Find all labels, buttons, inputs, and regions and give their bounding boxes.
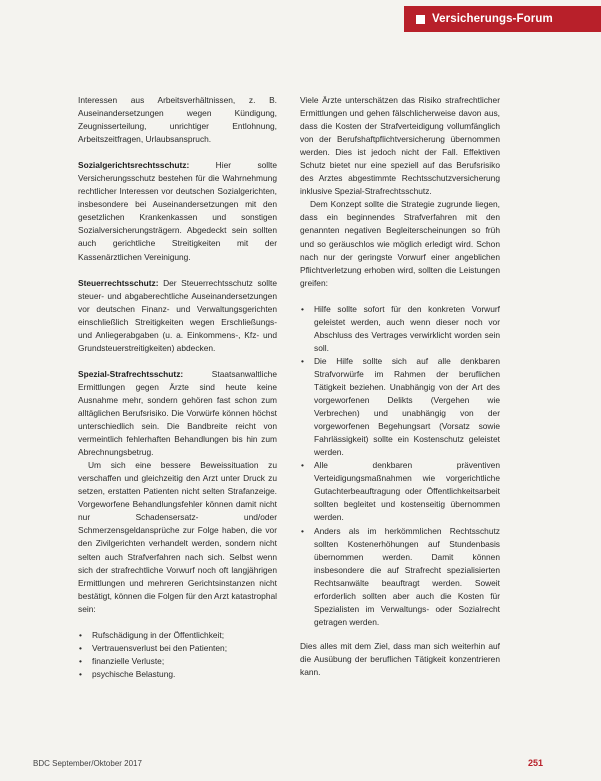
list-item-text: Vertrauensverlust bei den Patienten;: [92, 642, 228, 653]
list-item-text: Hilfe sollte sofort für den konkreten Vorwurf geleistet werden, auch wenn dieser noch vor Abschluss des Vertrages verwirklicht worden sein soll.: [314, 303, 500, 353]
list-item-text: psychische Belastung.: [92, 668, 176, 679]
bullet-icon: •: [301, 355, 304, 366]
list-item: [78, 655, 277, 668]
paragraph: [78, 159, 277, 263]
section-header: [404, 6, 601, 32]
left-column: [78, 94, 277, 692]
bullet-icon: •: [79, 642, 82, 653]
bullet-icon: •: [301, 525, 304, 536]
list-item-text: Alle denkbaren präventiven Verteidigungsmaßnahmen wie vorgerichtliche Gutachterbeauftragung oder Öffentlichkeitsarbeit sollten begleitet und kostenseitig übernommen werden.: [314, 460, 500, 523]
paragraph-heading: Sozialgerichtsrechtsschutz:: [78, 160, 190, 171]
paragraph-body: Staatsanwaltliche Ermittlungen gegen Ärzte sind heute keine Ausnahme mehr, sondern gehören fast schon zum alltäglichen Berufsrisiko. Die Vorwürfe können höchst unterschiedlich sein. Die Bandbreite reicht von vermeintlich fehlerhaften Behandlungen bis hin zum Abrechnungsbetrug.: [78, 368, 277, 458]
bullet-icon: •: [301, 460, 304, 471]
paragraph: [78, 368, 277, 459]
paragraph-body: Der Steuerrechtsschutz sollte steuer- und abgaberechtliche Auseinandersetzungen vor deutschen Finanz- und Verwaltungsgerichten einschließlich Streitigkeiten wegen Erschließungs- und Anliegerabgaben (u. a. Einkommens-, Kfz- und Grundsteuerstreitigkeiten) abdecken.: [78, 277, 277, 353]
bullet-icon: •: [79, 655, 82, 666]
bullet-icon: •: [301, 303, 304, 314]
list-item-text: finanzielle Verluste;: [92, 655, 165, 666]
paragraph: [78, 277, 277, 355]
right-column: [300, 94, 500, 692]
paragraph: Dem Konzept sollte die Strategie zugrunde liegen, dass ein beginnendes Strafverfahren mit den genannten negativen Begleiterscheinungen so früh und so geräuschlos wie möglich erledigt wird. Schon nach nur der geringste Vorwurf einer angeblichen Pflichtverletzung erhoben wird, sollten die Leistungen greifen:: [300, 199, 500, 288]
paragraph: Viele Ärzte unterschätzen das Risiko strafrechtlicher Ermittlungen und gehen fälschlicherweise davon aus, dass die Kosten der Strafverteidigung vollumfänglich von der Berufshaftpflichtversicherung übernommen werden. Dies ist jedoch nicht der Fall. Effektiven Schutz bietet nur eine speziell auf das Berufsrisiko des Arztes abgestimmte Rechtsschutzversicherung inklusive Spezial-Strafrechtsschutz.: [300, 95, 500, 197]
list-item: [78, 629, 277, 642]
paragraph: Um sich eine bessere Beweissituation zu verschaffen und gleichzeitig den Arzt unter Druck zu setzen, erstatten Patienten nicht selten Strafanzeige. Vorgeworfene Behandlungsfehler können damit nicht nur Schadensersatz- und/oder Schmerzensgeldansprüche zur Folge haben, die vor den Zivilgerichten verhandelt werden, sondern nicht selten auch Strafverfahren nach sich. Selbst wenn sich der strafrechtliche Vorwurf noch oft langjährigen Ermittlungen und mehreren Gerichtsinstanzen nicht bestätigt, können die Folgen für den Arzt katastrophal sein:: [78, 460, 277, 614]
list-item-text: Die Hilfe sollte sich auf alle denkbaren Strafvorwürfe im Rahmen der beruflichen Tätigkeit beziehen. Unabhängig von der Art des vorgeworfenen Delikts (Vergehen wie Verbrechen) und unabhängig von der vorgeworfenen Begehungsart (Vorsatz sowie Fahrlässigkeit) sollte ein Kostenschutz geleistet werden.: [314, 355, 500, 458]
list-item: [300, 303, 500, 355]
journal-footer: BDC September/Oktober 2017: [33, 759, 142, 768]
paragraph: Interessen aus Arbeitsverhältnissen, z. B. Auseinandersetzungen wegen Kündigung, Zeugnisserteilung, unrichtiger Entlohnung, Arbeitszeitfragen, Urlaubsanspruch.: [78, 95, 277, 145]
paragraph-body: Hier sollte Versicherungsschutz bestehen für die Wahrnehmung rechtlicher Interessen vor deutschen Sozialgerichten, insbesondere bei Auseinandersetzungen mit den gesetzlichen Krankenkassen und sonstigen Sozialversicherungsträgern. Abgedeckt sein sollten auch gerichtliche Streitigkeiten mit der Kassenärztlichen Vereinigung.: [78, 160, 277, 262]
bullet-list: [78, 629, 277, 681]
paragraph-heading: Steuerrechtsschutz:: [78, 277, 159, 288]
closing-paragraph: Dies alles mit dem Ziel, dass man sich weiterhin auf die Ausübung der beruflichen Tätigkeit konzentrieren kann.: [300, 640, 500, 677]
page-number: 251: [528, 758, 544, 768]
list-item: [300, 525, 500, 629]
section-title: Versicherungs-Forum: [432, 13, 553, 25]
bullet-icon: •: [79, 629, 82, 640]
list-item-text: Rufschädigung in der Öffentlichkeit;: [92, 629, 225, 640]
bullet-icon: •: [79, 668, 82, 679]
list-item: [300, 355, 500, 459]
list-item: [300, 459, 500, 524]
paragraph-heading: Spezial-Strafrechtsschutz:: [78, 368, 184, 379]
list-item: [78, 668, 277, 681]
list-item-text: Anders als im herkömmlichen Rechtsschutz sollten Kostenerhöhungen auf Stundenbasis übernommen werden. Damit können insbesondere die auf Strafrecht spezialisierten Rechtsanwälte beauftragt werden. Soweit erforderlich sollten aber auch die Kosten für Spezialisten im Verwaltungs- oder Sozialrecht getragen werden.: [314, 525, 500, 627]
square-icon: [416, 15, 425, 24]
bullet-list: [300, 303, 500, 629]
list-item: [78, 642, 277, 655]
